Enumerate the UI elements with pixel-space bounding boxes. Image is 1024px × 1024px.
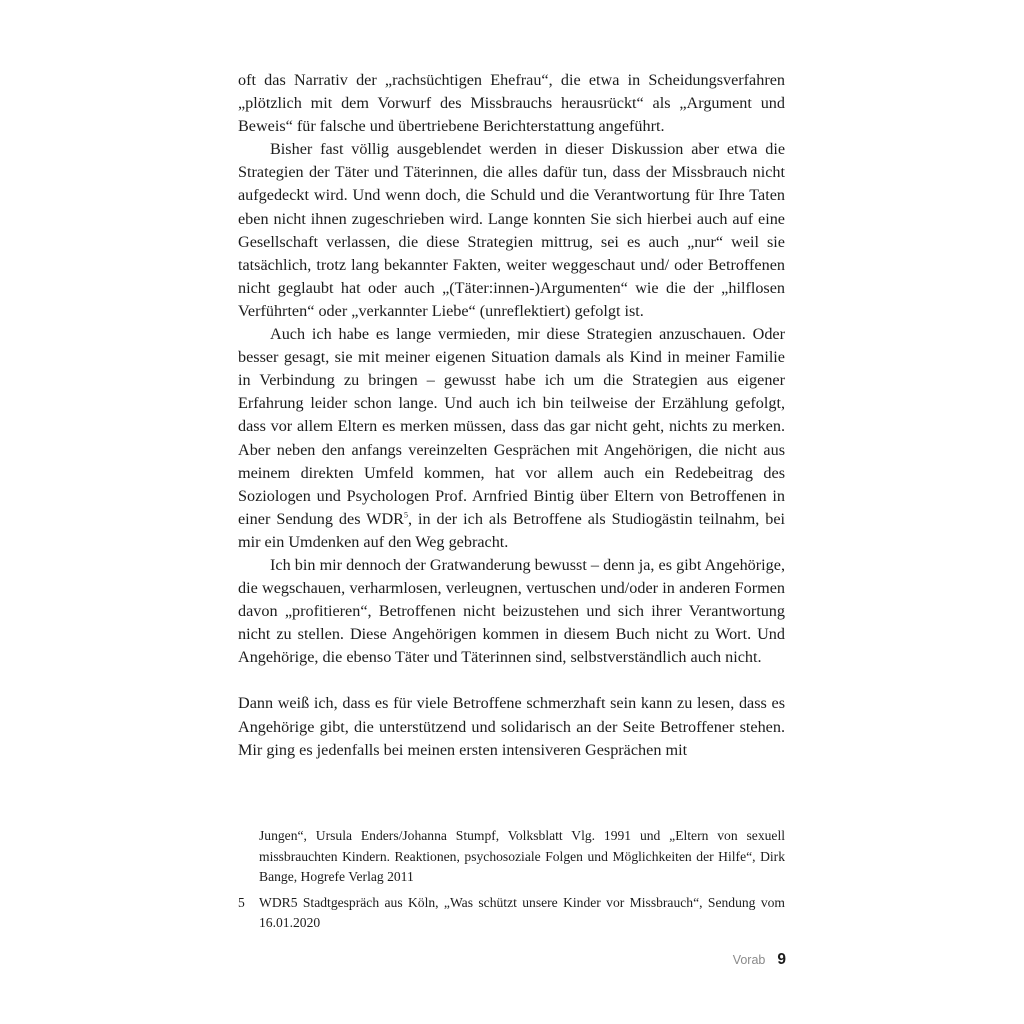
paragraph-3	[238, 323, 785, 554]
page-footer	[650, 951, 786, 969]
paragraph-2: Bisher fast völlig ausgeblendet werden in dieser Diskussion aber etwa die Strategien der Täter und Täterinnen, die alles dafür tun, dass der Missbrauch nicht aufgedeckt wird. Und wenn doch, die Schuld und die Verantwortung für Ihre Taten eben nicht ihnen zugeschrieben wird. Lange konnten Sie sich hierbei auch auf eine Gesellschaft verlassen, die diese Strategien mittrug, sei es auch „nur“ weil sie tatsächlich, trotz lang bekannter Fakten, weiter weggeschaut und/ oder Betroffenen nicht geglaubt hat oder auch „(Täter:innen-)Argumenten“ wie die der „hilflosen Verführten“ oder „verkannter Liebe“ (unreflektiert) gefolgt ist.	[238, 140, 785, 320]
footnote-text: Jungen“, Ursula Enders/Johanna Stumpf, Volksblatt Vlg. 1991 und „Eltern von sexuell missbrauchten Kindern. Reaktionen, psychosoziale Folgen und Möglichkeiten der Hilfe“, Dirk Bange, Hogrefe Verlag 2011	[259, 828, 785, 884]
main-text	[238, 69, 785, 762]
section-label: Vorab	[732, 953, 766, 967]
footnote-5	[238, 893, 785, 934]
footnote-continuation	[238, 826, 785, 888]
footnote-number: 5	[238, 894, 245, 910]
footnotes	[238, 826, 785, 934]
footnote-text: WDR5 Stadtgespräch aus Köln, „Was schützt unsere Kinder vor Missbrauch“, Sendung vom 16.01.2020	[259, 894, 785, 930]
paragraph-5: Dann weiß ich, dass es für viele Betroffene schmerzhaft sein kann zu lesen, dass es Angehörige gibt, die unterstützend und solidarisch an der Seite Betroffener stehen. Mir ging es jedenfalls bei meinen ersten intensiveren Gesprächen mit	[238, 694, 785, 759]
footnote-ref-5: 5	[403, 510, 408, 520]
paragraph-4: Ich bin mir dennoch der Gratwanderung bewusst – denn ja, es gibt Angehörige, die wegschauen, verharmlosen, verleugnen, vertuschen und/oder in anderen Formen davon „profitieren“, Betroffenen nicht beizustehen und sich ihrer Verantwortung nicht zu stellen. Diese Angehörigen kommen in diesem Buch nicht zu Wort. Und Angehörige, die ebenso Täter und Täterinnen sind, selbstverständlich auch nicht.	[238, 555, 785, 667]
paragraph-1: oft das Narrativ der „rachsüchtigen Ehefrau“, die etwa in Scheidungsverfahren „plötzlich mit dem Vorwurf des Missbrauchs herausrückt“ als „Argument und Beweis“ für falsche und übertriebene Berichterstattung angeführt.	[238, 71, 785, 136]
page-number: 9	[777, 951, 786, 968]
paragraph-3-text: Auch ich habe es lange vermieden, mir diese Strategien anzuschauen. Oder besser gesagt, sie mit meiner eigenen Situation damals als Kind in meiner Familie in Verbindung zu bringen – gewusst habe ich um die Strategien aus eigener Erfahrung leider schon lange. Und auch ich bin teilweise der Erzählung gefolgt, dass vor allem Eltern es merken müssen, dass das gar nicht geht, nichts zu merken. Aber neben den anfangs vereinzelten Gesprächen mit Angehörigen, die nicht aus meinem direkten Umfeld kommen, hat vor allem auch ein Redebeitrag des Soziologen und Psychologen Prof. Arnfried Bintig über Eltern von Betroffenen in einer Sendung des WDR	[238, 325, 785, 528]
paragraph-3-text-after: , in der ich als Betroffene als Studiogästin teilnahm, bei mir ein Umdenken auf den Weg gebracht.	[238, 509, 785, 551]
